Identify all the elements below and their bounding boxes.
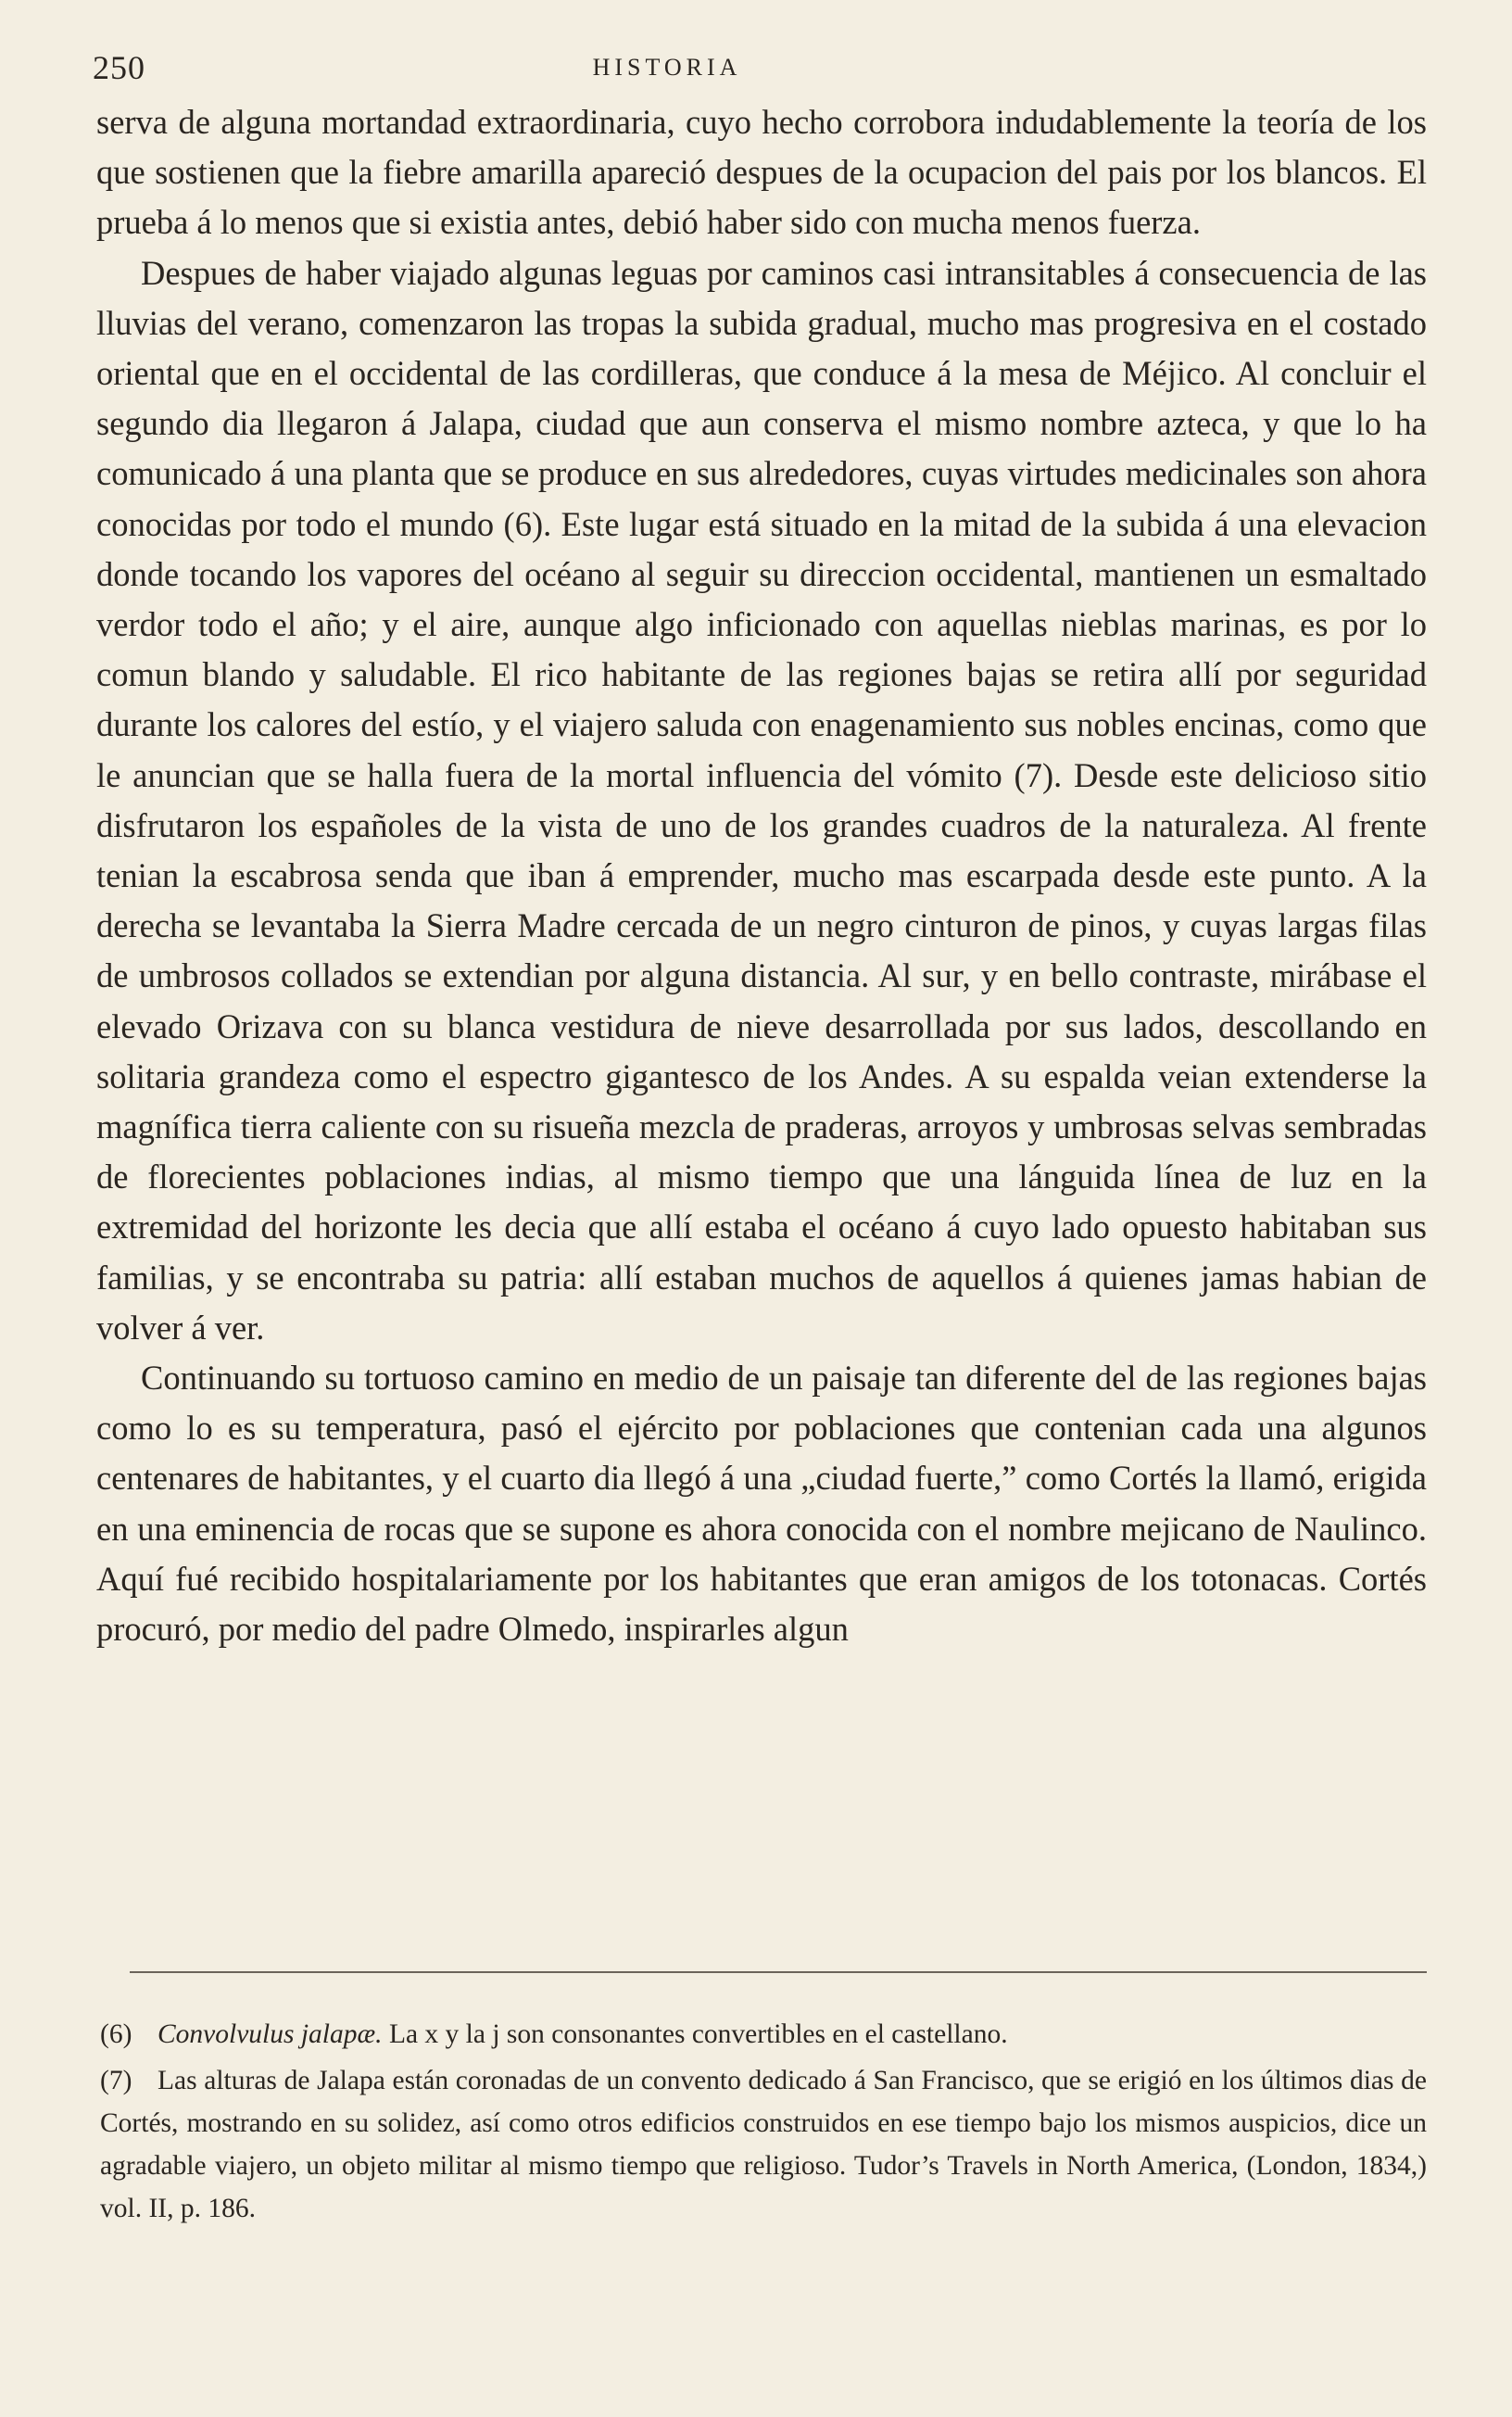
footnote-text: La x y la j son consonantes convertibles en el castellano. [382,2019,1008,2049]
footnote-number: (6) [100,2019,132,2049]
footnote-text: Las alturas de Jalapa están coronadas de un convento dedicado á San Francisco, que se erigió en los últimos dias de Cortés, mostrando en su solidez, así como otros edificios construidos en ese tiempo bajo los mismos auspicios, dice un agradable viajero, un objeto militar al mismo tiempo que religioso. Tudor’s Travels in North America, (London, 1834,) vol. II, p. 186. [100,2066,1427,2223]
footnote-italic: Convolvulus jalapæ. [158,2019,383,2049]
footnotes [100,2013,1427,2234]
footnote-divider [130,1971,1427,1973]
page-number: 250 [93,49,145,86]
paragraph-naulinco: Continuando su tortuoso camino en medio de un paisaje tan diferente del de las regiones bajas como lo es su temperatura, pasó el ejército por poblaciones que contenian cada una algunos centenares de habitantes, y el cuarto dia llegó á una „ciudad fuerte,” como Cortés la llamó, erigida en una eminencia de rocas que se supone es ahora conocida con el nombre mejicano de Naulinco. Aquí fué recibido hospitalariamente por los habitantes que eran amigos de los totonacas. Cortés procuró, por medio del padre Olmedo, inspirarles algun [96,1359,1427,1649]
paragraph-continued: serva de alguna mortandad extraordinaria, cuyo hecho corrobora indudablemente la teoría de los que sostienen que la fiebre amarilla apareció despues de la ocupacion del pais por los blancos. El prueba á lo menos que si existia antes, debió haber sido con mucha menos fuerza. [96,103,1427,242]
footnote-number: (7) [100,2066,132,2095]
paragraph-jalapa: Despues de haber viajado algunas leguas por caminos casi intransitables á consecuencia de las lluvias del verano, comenzaron las tropas la subida gradual, mucho mas progresiva en el costado oriental que en el occidental de las cordilleras, que conduce á la mesa de Méjico. Al concluir el segundo dia llegaron á Jalapa, ciudad que aun conserva el mismo nombre azteca, y que lo ha comunicado á una planta que se produce en sus alrededores, cuyas virtudes medicinales son ahora conocidas por todo el mundo (6). Este lugar está situado en la mitad de la subida á una elevacion donde tocando los vapores del océano al seguir su direccion occidental, mantienen un esmaltado verdor todo el año; y el aire, aunque algo inficionado con aquellas nieblas marinas, es por lo comun blando y saludable. El rico habitante de las regiones bajas se retira allí por seguridad durante los calores del estío, y el viajero saluda con enagenamiento sus nobles encinas, como que le anuncian que se halla fuera de la mortal influencia del vómito (7). Desde este delicioso sitio disfrutaron los españoles de la vista de uno de los grandes cuadros de la naturaleza. Al frente tenian la escabrosa senda que iban á emprender, mucho mas escarpada desde este punto. A la derecha se levantaba la Sierra Madre cercada de un negro cinturon de pinos, y cuyas largas filas de umbrosos collados se extendian por alguna distancia. Al sur, y en bello contraste, mirábase el elevado Orizava con su blanca vestidura de nieve desarrollada por sus lados, descollando en solitaria grandeza como el espectro gigantesco de los Andes. A su espalda veian extenderse la magnífica tierra caliente con su risueña mezcla de praderas, arroyos y umbrosas selvas sembradas de florecientes poblaciones indias, al mismo tiempo que una lánguida línea de luz en la extremidad del horizonte les decia que allí estaba el océano á cuyo lado opuesto habitaban sus familias, y se encontraba su patria: allí estaban muchos de aquellos á quienes jamas habian de volver á ver. [96,253,1427,1347]
running-head [93,48,1427,104]
footnote-6 [100,2013,1427,2056]
footnote-7 [100,2059,1427,2230]
running-title: HISTORIA [592,54,742,81]
body-text [96,97,1427,1654]
